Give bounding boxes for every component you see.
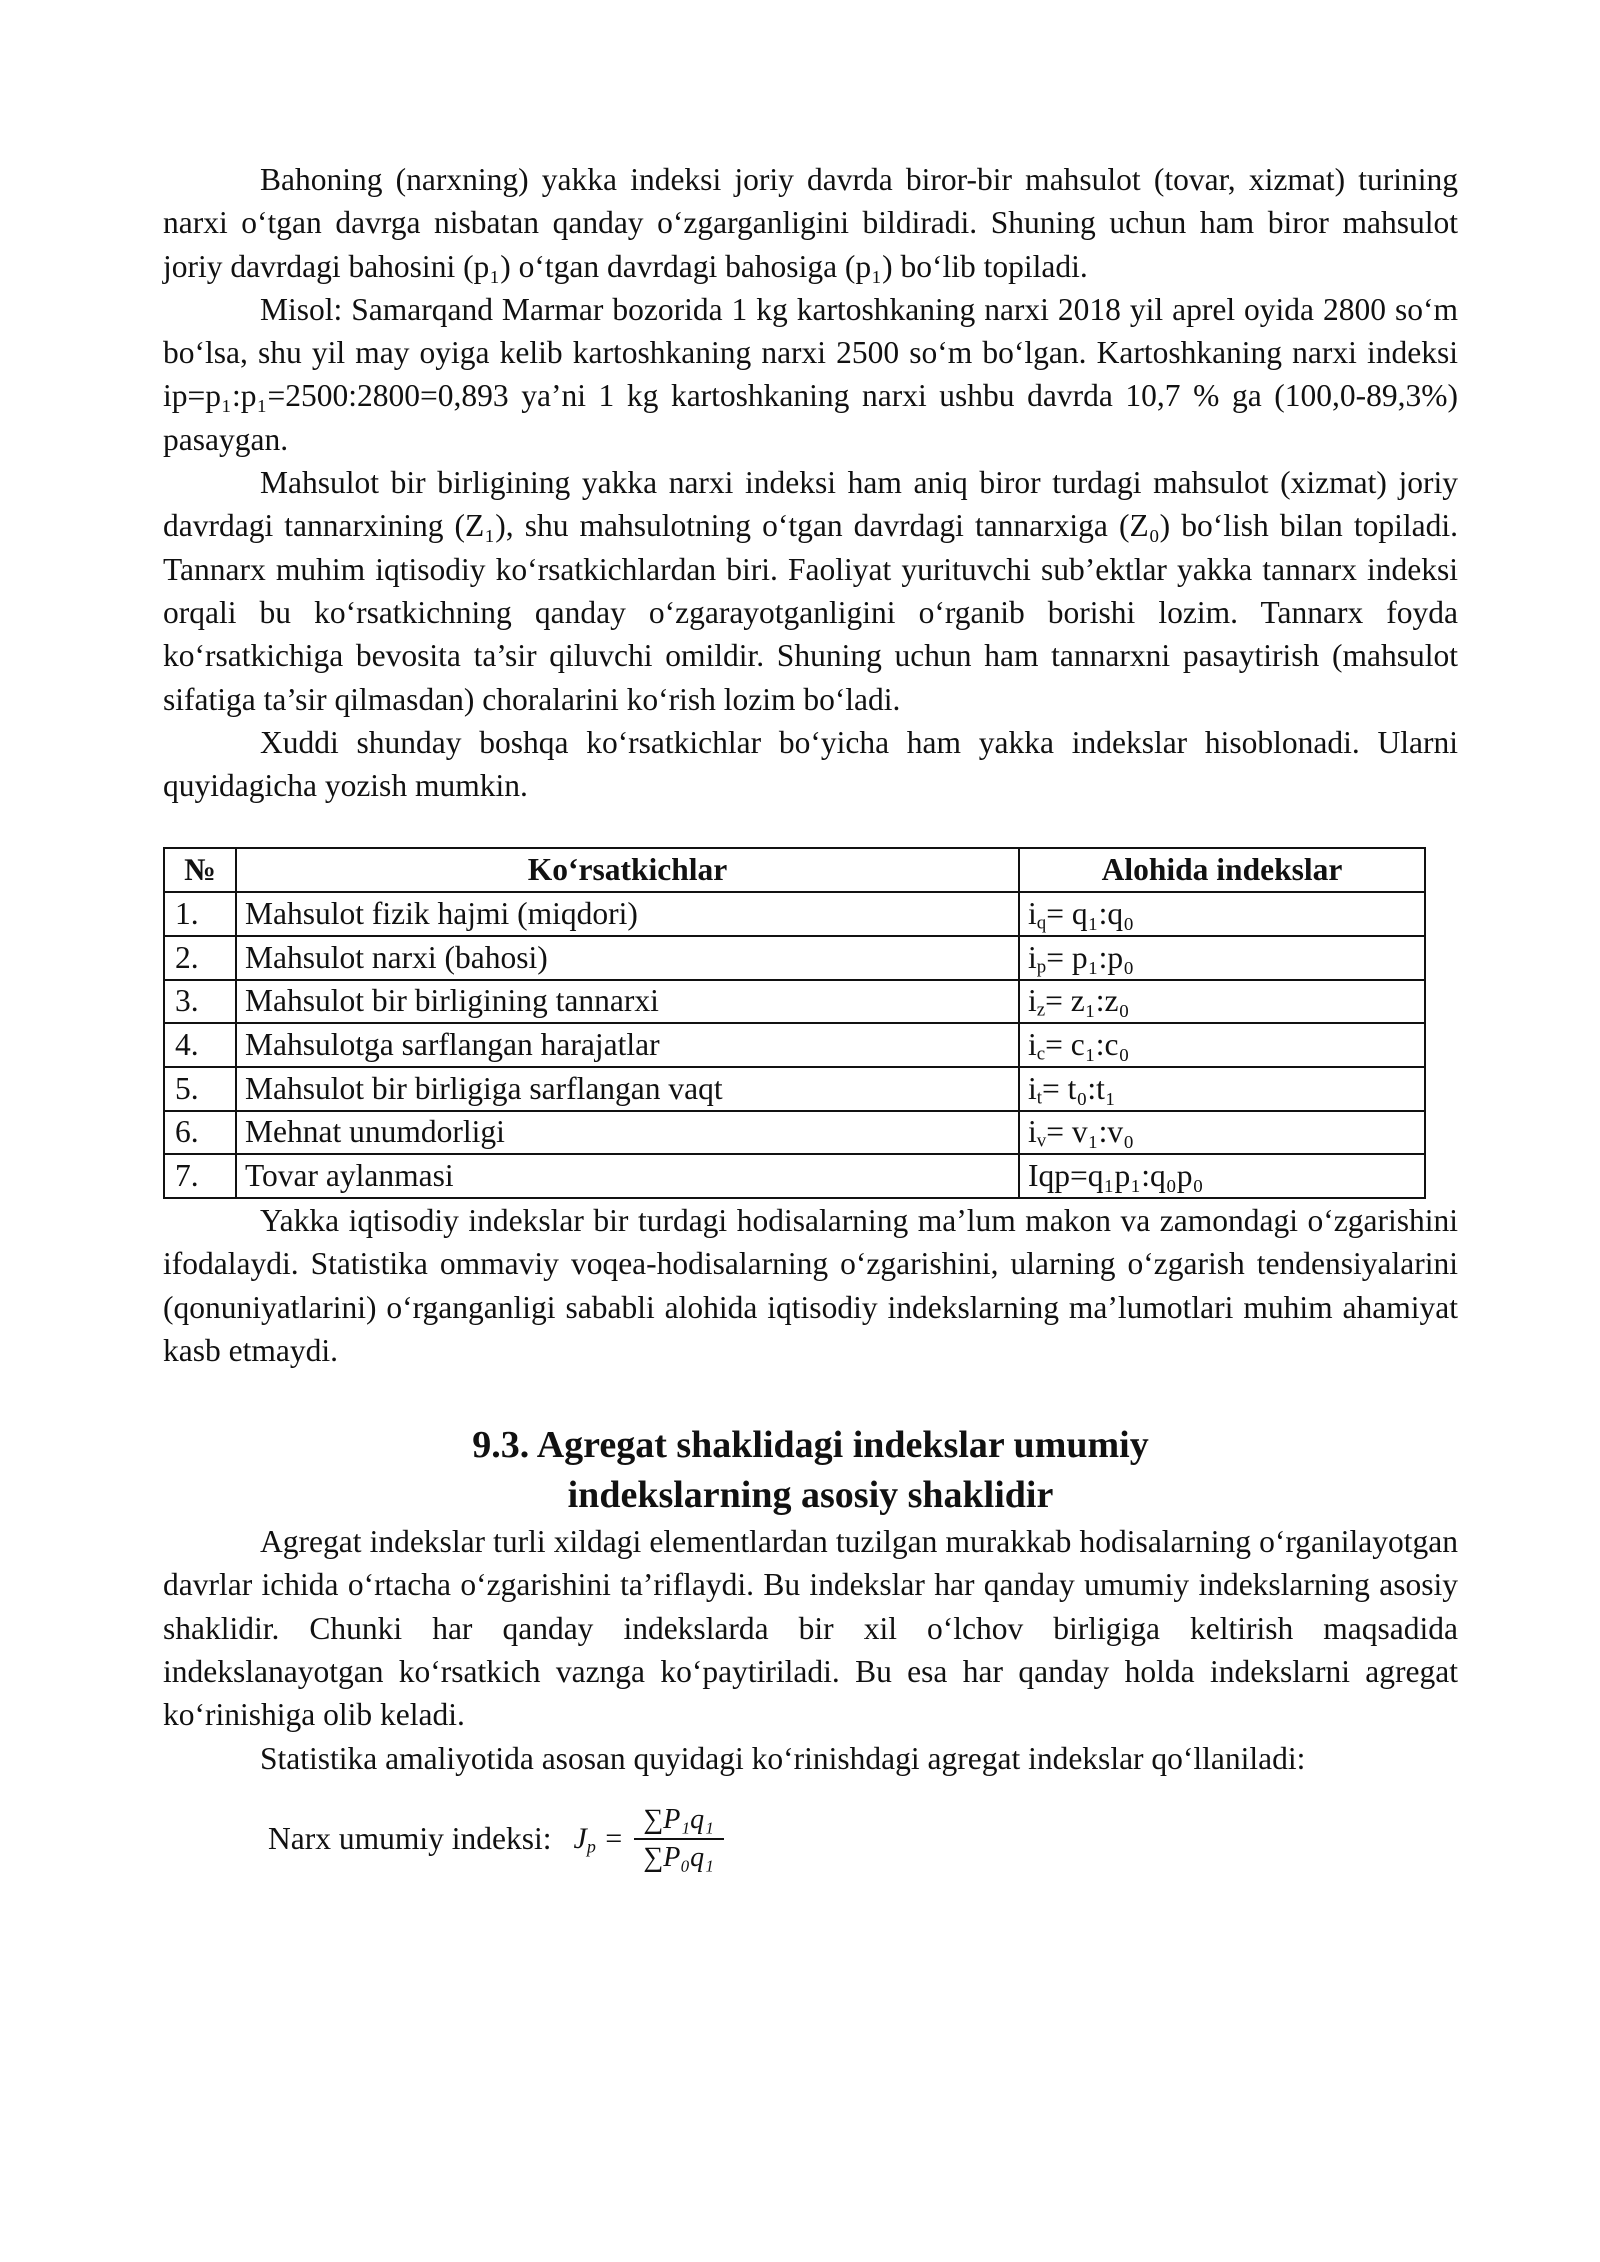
table-row (164, 1023, 1425, 1067)
section-heading-line-1: 9.3. Agregat shaklidagi indekslar umumiy (472, 1424, 1149, 1467)
row-index: $i_t=$ t₀:t₁ (1019, 1067, 1425, 1111)
row-number: 1. (164, 892, 236, 936)
row-index: $i_v=$ v₁:v₀ (1019, 1111, 1425, 1155)
row-index: $i_c=$ c₁:c₀ (1019, 1023, 1425, 1067)
row-number: 3. (164, 980, 236, 1024)
header-indices: Alohida indekslar (1019, 848, 1425, 892)
header-indicators: Ko‘rsatkichlar (236, 848, 1019, 892)
price-index-formula (163, 1804, 1458, 1874)
row-indicator: Mahsulot bir birligining tannarxi (236, 980, 1019, 1024)
row-indicator: Mahsulot fizik hajmi (miqdori) (236, 892, 1019, 936)
paragraph-2: Misol: Samarqand Marmar bozorida 1 kg kartoshkaning narxi 2018 yil aprel oyida 2800 so‘m bo‘lsa, shu yil may oyiga kelib kartoshkaning narxi 2500 so‘m bo‘lgan. Kartoshkaning narxi indeksi ip=p₁:p₁=2500:2800=0,893 ya’ni 1 kg kartoshkaning narxi ushbu davrda 10,7 % ga (100,0-89,3%) pasaygan. (163, 291, 1458, 457)
row-indicator: Tovar aylanmasi (236, 1154, 1019, 1198)
row-number: 4. (164, 1023, 236, 1067)
paragraph-6: Agregat indekslar turli xildagi elementlardan tuzilgan murakkab hodisalarning o‘rganilayotgan davrlar ichida o‘rtacha o‘zgarishini ta’riflaydi. Bu indekslar har qanday umumiy indekslarning asosiy shaklidir. Chunki har qanday indekslarda bir xil o‘lchov birligiga keltirish maqsadida indekslanayotgan ko‘rsatkich vaznga ko‘paytiriladi. Bu esa har qanday holda indekslarni agregat ko‘rinishiga olib keladi. (163, 1524, 1458, 1733)
paragraph-5: Yakka iqtisodiy indekslar bir turdagi hodisalarning ma’lum makon va zamondagi o‘zgarishini ifodalaydi. Statistika ommaviy voqea-hodisalarning o‘zgarishini, ularning o‘zgarish tendensiyalarini (qonuniyatlarini) o‘rganganligi sababli alohida iqtisodiy indekslarning ma’lumotlari muhim ahamiyat kasb etmaydi. (163, 1202, 1458, 1368)
row-index: $i_q=$ q₁:q₀ (1019, 892, 1425, 936)
fraction-bar (634, 1838, 724, 1840)
row-indicator: Mahsulotga sarflangan harajatlar (236, 1023, 1019, 1067)
indices-table (163, 847, 1426, 1199)
paragraph-1: Bahoning (narxning) yakka indeksi joriy davrda biror-bir mahsulot (tovar, xizmat) turining narxi o‘tgan davrga nisbatan qanday o‘zgarganligini bildiradi. Shuning uchun ham biror mahsulot joriy davrdagi bahosini (p₁) o‘tgan davrdagi bahosiga (p₁) bo‘lib topiladi. (163, 162, 1458, 284)
table-row (164, 1154, 1425, 1198)
document-page (163, 158, 1458, 1874)
table-row (164, 892, 1425, 936)
row-index: $i_p=$ p₁:p₀ (1019, 936, 1425, 980)
formula-label: Narx umumiy indeksi: (268, 1820, 552, 1856)
formula-denominator: ∑P₀q₁ (643, 1841, 714, 1873)
table-row (164, 936, 1425, 980)
row-index: Iqp=q₁p₁:q₀p₀ (1019, 1154, 1425, 1198)
row-number: 2. (164, 936, 236, 980)
table-row (164, 1111, 1425, 1155)
table-header-row (164, 848, 1425, 892)
row-indicator: Mahsulot narxi (bahosi) (236, 936, 1019, 980)
row-indicator: Mahsulot bir birligiga sarflangan vaqt (236, 1067, 1019, 1111)
formula-lhs: $J_p$ = (573, 1821, 624, 1857)
row-number: 6. (164, 1111, 236, 1155)
header-number: № (164, 848, 236, 892)
paragraph-3: Mahsulot bir birligining yakka narxi indeksi ham aniq biror turdagi mahsulot (xizmat) joriy davrdagi tannarxining (Z₁), shu mahsulotning o‘tgan davrdagi tannarxiga (Z₀) bo‘lish bilan topiladi. Tannarx muhim iqtisodiy ko‘rsatkichlardan biri. Faoliyat yurituvchi sub’ektlar yakka tannarx indeksi orqali bu ko‘rsatkichning qanday o‘zgarayotganligini o‘rganib borishi lozim. Tannarx foyda ko‘rsatkichiga bevosita ta’sir qiluvchi omildir. Shuning uchun ham tannarxni pasaytirish (mahsulot sifatiga ta’sir qilmasdan) choralarini ko‘rish lozim bo‘ladi. (163, 465, 1458, 717)
formula-fraction (634, 1804, 724, 1874)
section-heading (163, 1420, 1458, 1520)
paragraph-4: Xuddi shunday boshqa ko‘rsatkichlar bo‘yicha ham yakka indekslar hisoblonadi. Ularni quyidagicha yozish mumkin. (163, 724, 1458, 804)
formula-numerator: ∑P₁q₁ (643, 1803, 714, 1835)
section-heading-line-2: indekslarning asosiy shaklidir (567, 1474, 1054, 1517)
table-row (164, 1067, 1425, 1111)
table-row (164, 980, 1425, 1024)
row-indicator: Mehnat unumdorligi (236, 1111, 1019, 1155)
row-index: $i_z=$ z₁:z₀ (1019, 980, 1425, 1024)
paragraph-7: Statistika amaliyotida asosan quyidagi ko‘rinishdagi agregat indekslar qo‘llaniladi: (260, 1740, 1306, 1776)
row-number: 5. (164, 1067, 236, 1111)
row-number: 7. (164, 1154, 236, 1198)
